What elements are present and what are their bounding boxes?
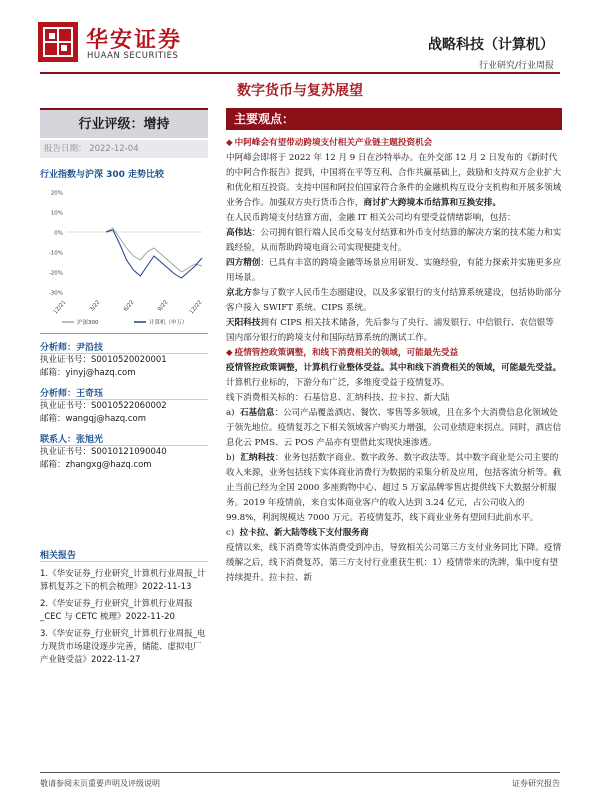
header-subtitle: 行业研究/行业周报 — [478, 61, 554, 71]
header-divider — [40, 72, 560, 74]
sidebar — [40, 108, 208, 472]
report-date: 报告日期： 2022-12-04 — [40, 140, 208, 158]
company-name: 拉卡拉、新大陆等线下支付服务商 — [239, 528, 369, 538]
contact-email: 邮箱：zhangxg@hazq.com — [40, 460, 152, 470]
page-header — [0, 0, 600, 76]
analyst-cert: 执业证书号：S0010522060002 — [40, 401, 167, 411]
footer-disclaimer: 敬请参阅末页重要声明及评级说明 — [40, 779, 160, 788]
paragraph: 计算机行业标的，下游分布广泛，多维度受益于疫情复苏。 — [226, 378, 450, 388]
list-marker: c) — [226, 528, 235, 538]
contact-name: 联系人：张旭光 — [40, 432, 208, 446]
paragraph-text: ：业务包括数字商业、数字政务、数字政法等。其中数字商业是公司主要的收入来源，业务包括线下实体商业消费行为数据的采集分析及应用，包括客流分析等。截止当前已经为全国 2000 多座购物中心、超过 5 万家品牌零售店提供线下大数据分析服务。2019 年疫情前，来自实体商业客户的收入达到 3.24 亿元，占公司收入的 99.8%，利润规模达 7000 万元。若疫情复苏，线下商业业务有望回归此前水平。 — [226, 453, 562, 523]
series-line — [106, 228, 202, 272]
company-name: 高伟达 — [226, 228, 252, 238]
paragraph-text: 参与了数字人民币生态圈建设，以及多家银行的支付结算系统建设，包括协助部分客户接入 SWIFT 系统、CIPS 系统。 — [226, 288, 562, 313]
paragraph — [226, 226, 562, 256]
company-name: 四方精创 — [226, 258, 261, 268]
footer-divider — [40, 772, 560, 773]
industry-rating: 行业评级：增持 — [40, 108, 208, 138]
section-title: 疫情管控政策调整，和线下消费相关的领域，可能最先受益 — [234, 348, 459, 358]
list-marker: b) — [226, 453, 235, 463]
diamond-bullet-icon: ◆ — [226, 138, 233, 148]
analyst-cert: 执业证书号：S0010520020001 — [40, 355, 167, 365]
company-name: 汇纳科技 — [240, 453, 275, 463]
analyst-name: 分析师：尹沿技 — [40, 340, 208, 354]
paragraph-text: 中阿峰会即将于 2022 年 12 月 9 日在沙特举办。在外交部 12 月 2 日发布的《新时代的中阿合作报告》提到，中国将在平等互利、合作共赢基础上，鼓励和支持双方企业扩大和优化相互投资。支持中国和阿拉伯国家符合条件的金融机构互设分支机构和开展多领域业务合作。加强双方央行货币合作， — [226, 153, 562, 208]
footer-label: 证券研究报告 — [512, 779, 560, 788]
section-title: 中阿峰会有望带动跨境支付相关产业链主题投资机会 — [234, 138, 433, 148]
analyst-name: 分析师：王奇珏 — [40, 386, 208, 400]
huaan-logo-icon — [38, 22, 78, 62]
analyst-block — [40, 340, 208, 472]
main-content — [226, 108, 562, 586]
y-tick-label: -20% — [48, 270, 63, 277]
section-heading — [226, 346, 562, 361]
related-reports-list — [40, 568, 208, 671]
related-report-link[interactable]: 1.《华安证券_行业研究_计算机行业周报_计算机复苏之下的机会梳理》2022-11-13 — [40, 569, 206, 592]
x-tick-label: 12/21 — [52, 299, 68, 316]
paragraph — [226, 406, 562, 451]
section-heading — [226, 136, 562, 151]
diamond-bullet-icon: ◆ — [226, 348, 233, 358]
report-title: 数字货币与复苏展望 — [237, 83, 363, 99]
x-tick-label: 9/22 — [156, 299, 170, 313]
paragraph: 疫情以来，线下消费等实体消费受到冲击，导致相关公司第三方支付业务同比下降。疫情缓解之后，线下消费复苏，第三方支付行业重获生机：1）疫情带来的洗牌，集中度有望持续提升。拉卡拉、新 — [226, 543, 562, 583]
contact-cert: 执业证书号：S0010121090040 — [40, 447, 167, 457]
y-tick-label: 10% — [50, 210, 63, 217]
company-name: 京北方 — [226, 288, 252, 298]
y-tick-label: -10% — [48, 250, 63, 257]
brand-name-en: HUAAN SECURITIES — [87, 51, 179, 61]
list-marker: a) — [226, 408, 235, 418]
analyst-email: 邮箱：yinyj@hazq.com — [40, 368, 136, 378]
legend-label: 计算机（申万） — [149, 320, 188, 326]
brand-name: 华安证券 — [86, 27, 183, 53]
y-tick-label: 0% — [54, 230, 63, 237]
paragraph-text: ：已具有丰富的跨境金融等场景应用研发、实施经验，有能力探索并实施更多应用场景。 — [226, 258, 562, 283]
main-body — [226, 136, 562, 586]
index-comparison-chart — [40, 186, 208, 334]
paragraph-bold: 疫情管控政策调整，计算机行业整体受益。其中和线下消费相关的领域，可能最先受益。 — [226, 363, 562, 373]
y-tick-label: 20% — [50, 190, 63, 197]
paragraph — [226, 526, 562, 541]
legend-label: 沪深300 — [77, 320, 99, 326]
chart-title: 行业指数与沪深 300 走势比较 — [40, 170, 165, 180]
x-tick-label: 12/22 — [188, 299, 204, 316]
paragraph-text: 拥有 CIPS 相关技术储备，先后参与了央行、浦发银行、中信银行、农信银等国内部分银行的跨境支付和国际结算系统的测试工作。 — [226, 318, 554, 343]
analyst-email: 邮箱：wangqj@hazq.com — [40, 414, 147, 424]
paragraph — [226, 256, 562, 286]
paragraph — [226, 361, 562, 376]
chart-svg — [40, 186, 208, 334]
company-name: 石基信息 — [239, 408, 275, 418]
paragraph-bold: 商讨扩大跨境本币结算和互换安排。 — [363, 198, 502, 208]
company-name: 天阳科技 — [226, 318, 261, 328]
paragraph — [226, 316, 562, 346]
paragraph: 在人民币跨境支付结算方面，金融 IT 相关公司均有望受益情绪影响，包括： — [226, 213, 516, 223]
paragraph — [226, 286, 562, 316]
paragraph-text: ：公司拥有银行端人民币交易支付结算和外币支付结算的解决方案的技术能力和实践经验，从而帮助跨境电商公司实现便捷支付。 — [226, 228, 562, 253]
y-tick-label: -30% — [48, 290, 63, 297]
main-heading: 主要观点： — [226, 108, 562, 130]
paragraph — [226, 451, 562, 526]
paragraph — [226, 151, 562, 211]
related-report-link[interactable]: 3.《华安证券_行业研究_计算机行业周报_电力现货市场建设逐步完善，储能、虚拟电厂产业链受益》2022-11-27 — [40, 629, 206, 665]
related-report-link[interactable]: 2.《华安证券_行业研究_计算机行业周报_CEC 与 CETC 梳理》2022-11-20 — [40, 599, 193, 622]
paragraph: 线下消费相关标的：石基信息、汇纳科技、拉卡拉、新大陆 — [226, 393, 450, 403]
header-title: 战略科技（计算机） — [428, 37, 554, 53]
related-reports-heading: 相关报告 — [40, 548, 208, 562]
x-tick-label: 6/22 — [122, 299, 136, 313]
paragraph-text: ：公司产品覆盖酒店、餐饮、零售等多领域，且在多个大消费信息化领域处于领先地位。疫情复苏之下相关领域客户购买力增强，公司业绩迎来拐点。同时，酒店信息化云 PMS、云 POS 产品亦有望借此实现快速渗透。 — [226, 408, 562, 448]
x-tick-label: 3/22 — [88, 299, 102, 313]
series-line — [106, 230, 202, 278]
